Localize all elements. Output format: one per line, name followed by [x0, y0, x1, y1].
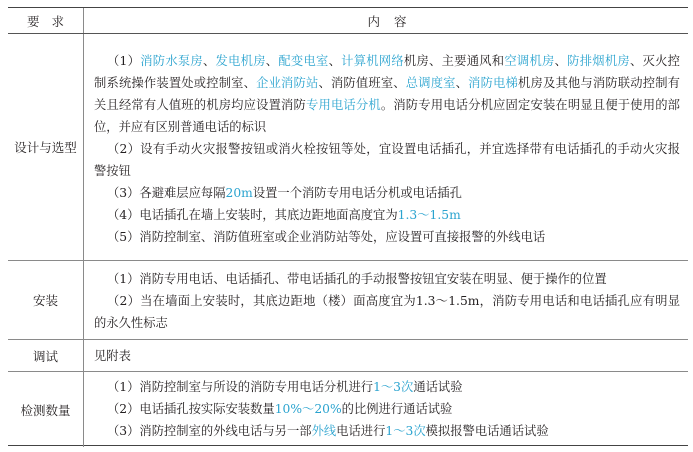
row-content-inspection: [84, 372, 688, 447]
highlighted-term: 总调度室: [405, 76, 456, 90]
highlighted-term: 1.3～1.5m: [397, 208, 461, 222]
text-segment: 、: [554, 54, 568, 68]
text-segment: （3）消防控制室的外线电话与另一部: [107, 424, 312, 438]
header-requirement-text: 要求: [26, 13, 76, 29]
highlighted-term: 10%～20%: [274, 402, 342, 416]
text-segment: （4）电话插孔在墙上安装时，其底边距地面高度宜为: [107, 208, 398, 222]
list-item: [94, 376, 680, 398]
list-item: [94, 50, 680, 138]
row-label-debug-text: 调试: [32, 348, 58, 364]
text-segment: 、: [328, 54, 342, 68]
text-segment: 通话试验: [413, 380, 463, 394]
text-segment: （2）当在墙面上安装时，其底边距地（楼）面高度宜为1.3～1.5m，消防专用电话和电话插孔应有明显的永久性标志: [94, 294, 680, 330]
text-segment: （2）设有手动火灾报警按钮或消火栓按钮等处，宜设置电话插孔，并宜选择带有电话插孔的手动火灾报警按钮: [94, 142, 680, 178]
header-content-text: 内容: [367, 13, 421, 29]
highlighted-term: 计算机网络: [341, 54, 404, 68]
highlighted-term: 消防电梯: [468, 76, 519, 90]
table-row-install: [8, 261, 688, 340]
text-segment: （1）消防专用电话、电话插孔、带电话插孔的手动报警按钮宜安装在明显、便于操作的位置: [107, 272, 607, 286]
text-segment: 、消防值班室、: [318, 76, 406, 90]
text-segment: （1）消防控制室与所设的消防专用电话分机进行: [107, 380, 374, 394]
highlighted-term: 防排烟机房: [567, 54, 630, 68]
text-segment: 机房、主要通风和: [403, 54, 505, 68]
row-label-design: [8, 34, 84, 260]
highlighted-term: 企业消防站: [256, 76, 319, 90]
row-label-inspection-text: 检测数量: [20, 402, 71, 418]
highlighted-term: 发电机房: [215, 54, 266, 68]
text-segment: 、: [202, 54, 216, 68]
text-segment: （5）消防控制室、消防值班室或企业消防站等处，应设置可直接报警的外线电话: [107, 230, 546, 244]
text-segment: 的比例进行通话试验: [341, 402, 453, 416]
list-item: [94, 226, 680, 248]
row-label-debug: [8, 340, 84, 371]
header-requirement: [8, 8, 84, 33]
highlighted-term: 配变电室: [278, 54, 329, 68]
text-segment: 、灭火控制系统操作装置处或控制室、: [94, 54, 680, 90]
highlighted-term: 专用电话分机: [306, 98, 381, 112]
table-row-debug: [8, 340, 688, 372]
row-label-inspection: [8, 372, 84, 447]
text-segment: 、: [455, 76, 469, 90]
highlighted-term: 空调机房: [504, 54, 555, 68]
list-item: [94, 345, 131, 367]
row-label-install-text: 安装: [32, 293, 58, 308]
text-segment: （2）电话插孔按实际安装数量: [107, 402, 275, 416]
table-row-inspection: [8, 372, 688, 447]
list-item: [94, 204, 680, 226]
table-header-row: [8, 8, 688, 34]
list-item: [94, 182, 680, 204]
highlighted-term: 外线: [311, 424, 337, 438]
list-item: [94, 420, 680, 442]
row-content-debug: [84, 340, 688, 371]
text-segment: 、: [265, 54, 279, 68]
text-segment: 设置一个消防专用电话分机或电话插孔: [252, 186, 462, 200]
highlighted-term: 消防水泵房: [140, 54, 203, 68]
highlighted-term: 1～3次: [385, 424, 426, 438]
text-segment: 电话进行: [336, 424, 386, 438]
list-item: [94, 290, 680, 334]
text-segment: （3）各避难层应每隔: [107, 186, 226, 200]
row-content-design: [84, 34, 688, 260]
table-row-design: [8, 34, 688, 261]
text-segment: 。消防专用电话分机应固定安装在明显且便于使用的部位，并应有区别普通电话的标识: [94, 98, 680, 134]
highlighted-term: 20m: [225, 186, 253, 200]
highlighted-term: 1～3次: [373, 380, 414, 394]
row-label-design-text: 设计与选型: [14, 140, 77, 155]
requirements-table: [8, 7, 688, 446]
row-label-install: [8, 261, 84, 339]
text-segment: （1）: [107, 54, 141, 68]
list-item: [94, 398, 680, 420]
list-item: [94, 268, 680, 290]
text-segment: 机房及其他与消防联动控制有关且经常有人值班的机房均应设置消防: [94, 76, 680, 112]
row-content-install: [84, 261, 688, 339]
header-content: [84, 8, 688, 33]
text-segment: 模拟报警电话通话试验: [425, 424, 549, 438]
list-item: [94, 138, 680, 182]
text-segment: 见附表: [94, 348, 131, 363]
